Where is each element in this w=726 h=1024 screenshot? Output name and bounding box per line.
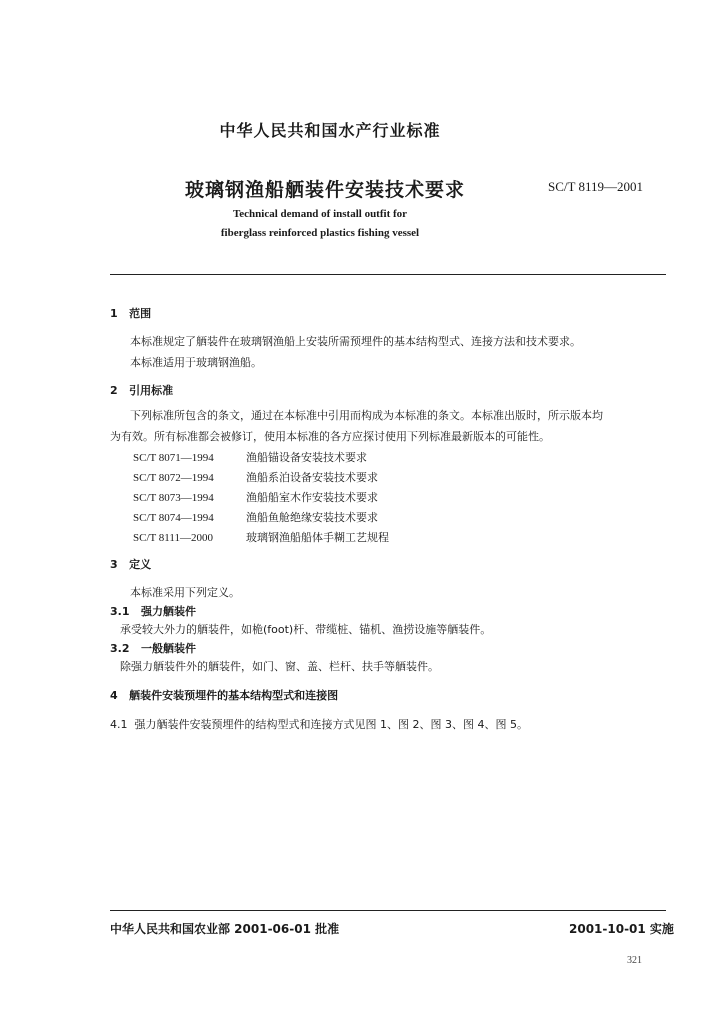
- reference-item: [133, 509, 378, 525]
- section-3-intro: 本标准采用下列定义。: [130, 586, 240, 599]
- clause-4-1-text: 强力舾装件安装预埋件的结构型式和连接方式见图 1、图 2、图 3、图 4、图 5。: [134, 718, 528, 731]
- definition-3-1-heading: [110, 603, 196, 619]
- section-2-number: 2: [110, 384, 118, 397]
- section-4-title: 舾装件安装预埋件的基本结构型式和连接图: [129, 689, 339, 702]
- reference-title: 玻璃钢渔船船体手糊工艺规程: [246, 531, 389, 544]
- reference-title: 渔船锚设备安装技术要求: [246, 451, 367, 464]
- section-4-heading: [110, 687, 338, 703]
- reference-item: [133, 469, 378, 485]
- document-title-chinese: 玻璃钢渔船舾装件安装技术要求: [185, 179, 466, 201]
- section-1-title: 范围: [129, 307, 152, 320]
- reference-item: [133, 489, 378, 505]
- section-1-paragraph-2: 本标准适用于玻璃钢渔船。: [130, 356, 262, 369]
- section-2-paragraph-line2: 为有效。所有标准都会被修订，使用本标准的各方应探讨使用下列标准最新版本的可能性。: [110, 430, 550, 443]
- definition-3-1-text: 承受较大外力的舾装件，如桅(foot)杆、带缆桩、锚机、渔捞设施等舾装件。: [120, 623, 492, 636]
- definition-3-2-text: 除强力舾装件外的舾装件，如门、窗、盖、栏杆、扶手等舾装件。: [120, 660, 439, 673]
- section-4-number: 4: [110, 689, 118, 702]
- reference-code: SC/T 8072—1994: [133, 472, 214, 484]
- section-2-paragraph-line1: 下列标准所包含的条文，通过在本标准中引用而构成为本标准的条文。本标准出版时，所示版本均: [130, 409, 603, 422]
- reference-code: SC/T 8073—1994: [133, 492, 214, 504]
- section-2-heading: [110, 382, 173, 398]
- implementation-date: 2001-10-01 实施: [569, 922, 674, 936]
- section-1-heading: [110, 305, 151, 321]
- header-divider: [110, 274, 666, 275]
- reference-item: [133, 449, 367, 465]
- definition-3-2-term: 一般舾装件: [141, 642, 196, 655]
- section-1-paragraph-1: 本标准规定了舾装件在玻璃钢渔船上安装所需预埋件的基本结构型式、连接方法和技术要求。: [130, 335, 581, 348]
- section-3-title: 定义: [129, 558, 152, 571]
- section-1-number: 1: [110, 307, 118, 320]
- clause-4-1-number: 4.1: [110, 718, 128, 731]
- section-3-number: 3: [110, 558, 118, 571]
- reference-item: [133, 529, 389, 545]
- document-title-english-line1: Technical demand of install outfit for: [232, 208, 408, 220]
- reference-code: SC/T 8071—1994: [133, 452, 214, 464]
- section-3-heading: [110, 556, 151, 572]
- definition-3-2-heading: [110, 640, 196, 656]
- standard-code: SC/T 8119—2001: [548, 179, 643, 194]
- definition-3-1-term: 强力舾装件: [141, 605, 196, 618]
- document-title-english-line2: fiberglass reinforced plastics fishing vessel: [220, 227, 420, 239]
- reference-code: SC/T 8111—2000: [133, 532, 213, 544]
- page-number: 321: [627, 955, 642, 966]
- definition-3-1-number: 3.1: [110, 605, 130, 618]
- approval-statement: 中华人民共和国农业部 2001-06-01 批准: [110, 922, 340, 936]
- reference-code: SC/T 8074—1994: [133, 512, 214, 524]
- clause-4-1: [110, 716, 528, 732]
- definition-3-2-number: 3.2: [110, 642, 130, 655]
- issuer-title: 中华人民共和国水产行业标准: [219, 121, 441, 140]
- reference-title: 渔船船室木作安装技术要求: [246, 491, 378, 504]
- footer-divider: [110, 910, 666, 911]
- reference-title: 渔船系泊设备安装技术要求: [246, 471, 378, 484]
- reference-title: 渔船鱼舱绝缘安装技术要求: [246, 511, 378, 524]
- section-2-title: 引用标准: [129, 384, 174, 397]
